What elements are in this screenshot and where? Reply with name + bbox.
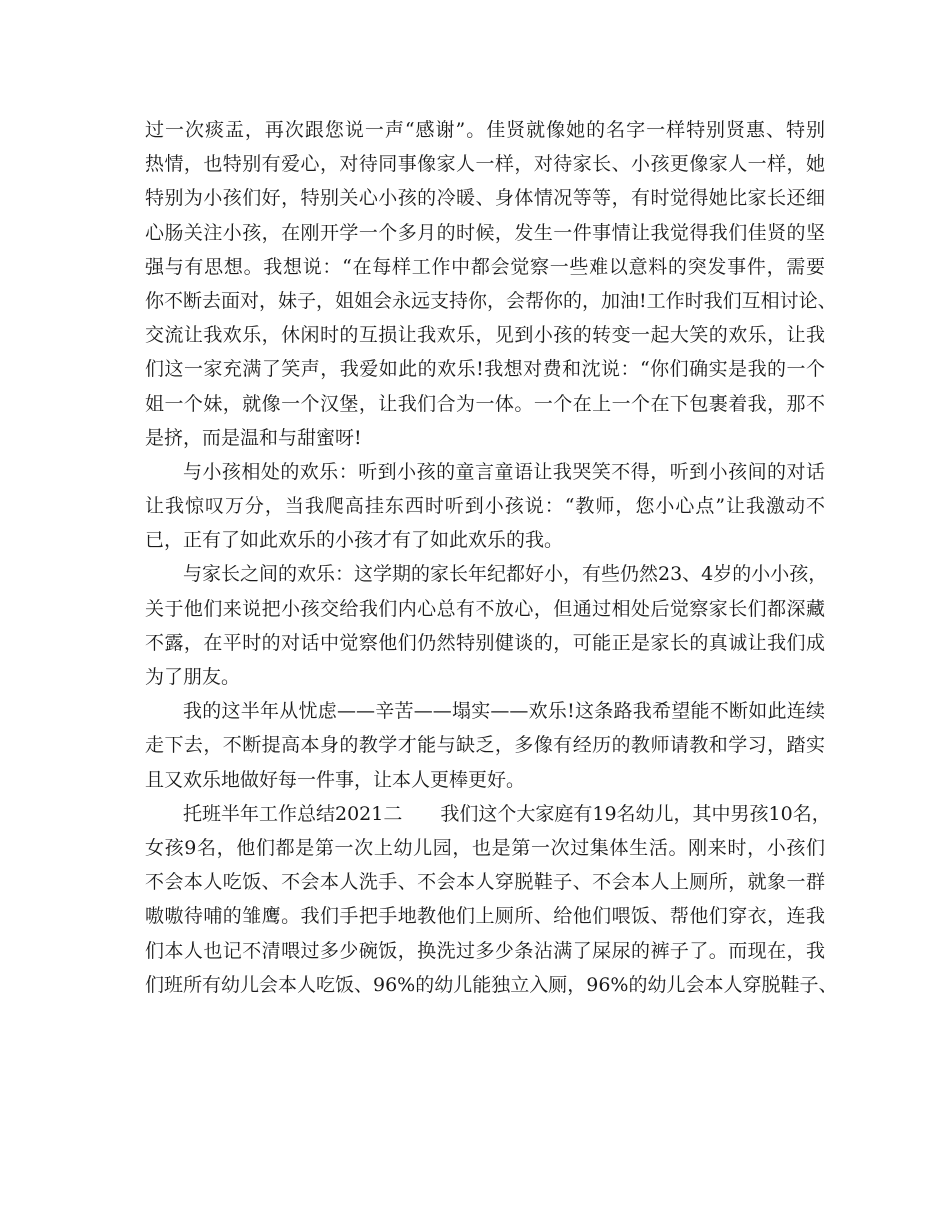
- text-line: 们班所有幼儿会本人吃饭、96%的幼儿能独立入厕，96%的幼儿会本人穿脱鞋子、: [145, 973, 838, 996]
- paragraph-first-line: 与家长之间的欢乐：这学期的家长年纪都好小，有些仍然23、4岁的小小孩，: [183, 563, 828, 586]
- text-line: 是挤，而是温和与甜蜜呀!: [145, 426, 362, 449]
- text-line: 交流让我欢乐，休闲时的互损让我欢乐，见到小孩的转变一起大笑的欢乐，让我: [145, 324, 825, 347]
- text-line: 不露，在平时的对话中觉察他们仍然特别健谈的，可能正是家长的真诚让我们成: [145, 631, 825, 654]
- text-line: 过一次痰盂，再次跟您说一声“感谢”。佳贤就像她的名字一样特别贤惠、特别: [145, 119, 825, 141]
- text-line: 为了朋友。: [145, 666, 241, 688]
- text-line: 热情，也特别有爱心，对待同事像家人一样，对待家长、小孩更像家人一样，她: [145, 153, 825, 176]
- text-line: 嗷嗷待哺的雏鹰。我们手把手地教他们上厕所、给他们喂饭、帮他们穿衣，连我: [145, 905, 825, 928]
- text-line: 姐一个妹，就像一个汉堡，让我们合为一体。一个在上一个在下包裹着我，那不: [145, 392, 825, 415]
- text-line: 特别为小孩们好，特别关心小孩的冷暖、身体情况等等，有时觉得她比家长还细: [145, 187, 825, 210]
- text-line: 且又欢乐地做好每一件事，让本人更棒更好。: [145, 768, 526, 791]
- text-line: 心肠关注小孩，在刚开学一个多月的时候，发生一件事情让我觉得我们佳贤的坚: [145, 221, 825, 244]
- paragraph-first-line: 与小孩相处的欢乐：听到小孩的童言童语让我哭笑不得，听到小孩间的对话: [183, 460, 825, 483]
- paragraph-first-line: 托班半年工作总结2021二 我们这个大家庭有19名幼儿，其中男孩10名，: [183, 802, 831, 825]
- text-line: 已，正有了如此欢乐的小孩才有了如此欢乐的我。: [145, 529, 564, 552]
- text-line: 们这一家充满了笑声，我爱如此的欢乐!我想对费和沈说：“你们确实是我的一个: [145, 358, 825, 381]
- text-line: 不会本人吃饭、不会本人洗手、不会本人穿脱鞋子、不会本人上厕所，就象一群: [145, 871, 825, 894]
- text-line: 走下去，不断提高本身的教学才能与缺乏，多像有经历的教师请教和学习，踏实: [145, 734, 825, 757]
- text-line: 女孩9名，他们都是第一次上幼儿园，也是第一次过集体生活。刚来时，小孩们: [145, 836, 825, 859]
- text-line: 们本人也记不清喂过多少碗饭，换洗过多少条沾满了屎尿的裤子了。而现在，我: [145, 939, 825, 962]
- text-line: 让我惊叹万分，当我爬高挂东西时听到小孩说：“教师，您小心点”让我激动不: [145, 495, 825, 518]
- paragraph-first-line: 我的这半年从忧虑——辛苦——塌实——欢乐!这条路我希望能不断如此连续: [183, 700, 825, 723]
- text-line: 你不断去面对，妹子，姐姐会永远支持你，会帮你的，加油!工作时我们互相讨论、: [145, 289, 837, 312]
- text-line: 强与有思想。我想说：“在每样工作中都会觉察一些难以意料的突发事件，需要: [145, 255, 825, 278]
- text-line: 关于他们来说把小孩交给我们内心总有不放心，但通过相处后觉察家长们都深藏: [145, 597, 825, 620]
- document-body: [145, 113, 838, 1002]
